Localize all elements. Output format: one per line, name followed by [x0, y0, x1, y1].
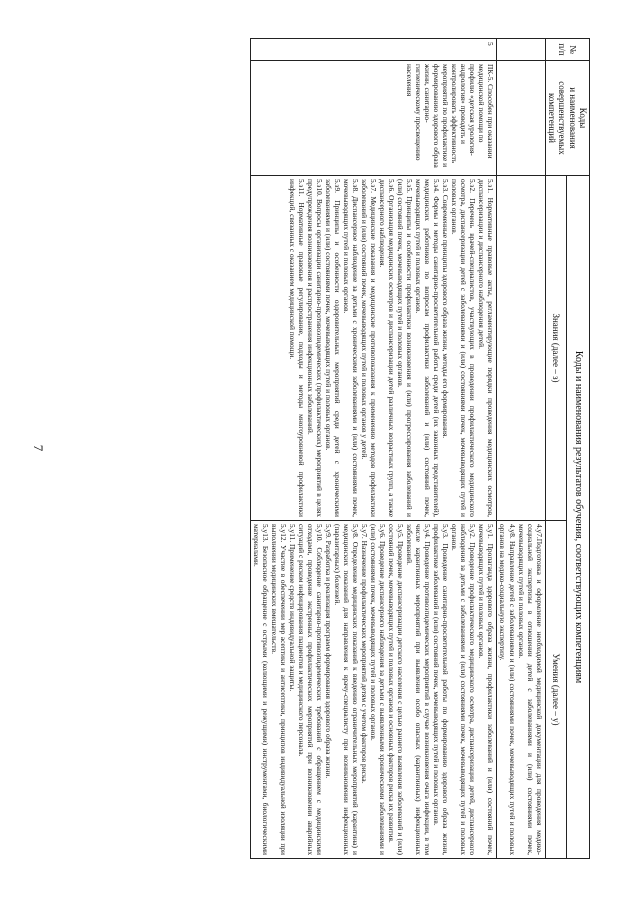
skill-item: 5.у6. Проведение диспансерного наблюдения за детьми с выявленными хроническими заболеваниями и (или) состояниями почек, мочевыводящих путей и половых органов.	[369, 524, 388, 856]
prev-knowledge-cell	[497, 176, 545, 521]
header-skills: Умения (далее – у)	[545, 521, 566, 859]
skill-item: 5.у8. Определение медицинских показаний к введению ограничительных мероприятий (карантина) и медицинских показаний для направления к врачу-специалисту при возникновении инфекционных (паразитарных) болезней.	[332, 524, 360, 856]
competency-code-cell: ПК-5. Способен при оказании медицинской помощи по профилю «детская урология-андрология» проводить и контролировать эффективность мероприятий по профилактике и формированию здорового образа жизни, санитарно-гигиеническому просвещению населения	[250, 61, 497, 176]
header-row-1	[566, 39, 589, 859]
skill-item: 5.у5. Проведение диспансеризации детского населения с целью раннего выявления заболеваний и (или) состояний почек, мочевыводящих путей и половых органов и основных факторов риска их развития.	[387, 524, 406, 856]
knowledge-item: 5.з1. Нормативные правовые акты, регламентирующие порядки проведения медицинских осмотров, диспансеризации и диспансерного наблюдения детей.	[477, 179, 496, 517]
knowledge-item: 5.з10. Вопросы организации санитарно-противоэпидемических (профилактических) мероприятий в целях предупреждения возникновения и распространения инфекционных заболеваний.	[305, 179, 324, 517]
header-group: Коды и наименования результатов обучения, соответствующих компетенциям	[566, 176, 589, 859]
page-number: 7	[31, 444, 46, 452]
skill-item: 5.у10. Соблюдение санитарно-противоэпидемических требований с обращением с медицинскими отходами, проведение экстренных профилактических мероприятий при возникновении аварийных ситуаций с риском инфицирования пациентов и медицинского персонала.	[296, 524, 324, 856]
skill-item: 5.у1. Пропаганда здорового образа жизни, профилактики заболеваний и (или) состояний почек, мочевыводящих путей и половых органов.	[477, 524, 496, 856]
rotated-page-content	[60, 38, 590, 858]
knowledge-item: 5.з11. Нормативные правовые регулирование, подходы и методы многоуровневой профилактики инфекций, связанных с оказанием медицинской помощи.	[287, 179, 306, 517]
skill-item: 5.у12. Участие в обеспечении мер асептики и антисептики, принципов индивидуальной изоляции при выполнении медицинских вмешательств.	[269, 524, 288, 856]
knowledge-item: 5.з5. Принципы и особенности профилактики возникновения и (или) прогрессирования заболеваний и (или) состояний почек, мочевыводящих путей и половых органов.	[396, 179, 415, 517]
table-row-continued	[497, 39, 545, 859]
skill-item: 5.у7. Назначение профилактических мероприятий детям с учетом факторов риска.	[360, 524, 370, 784]
skill-item: 5.у3. Проведение санитарно-просветительной работы по формированию здорового образа жизни, профилактике заболеваний и (или) состояний почек, мочевыводящих путей и половых органов.	[432, 524, 451, 856]
knowledge-cell	[250, 176, 497, 521]
knowledge-item: 5.з2. Перечень врачей-специалистов, участвующих в проведении профилактического медицинского осмотра, диспансеризации детей с заболеваниями и (или) состояниями почек, мочевыводящих путей и половых органов.	[450, 179, 478, 517]
row-num-cell: 5	[250, 39, 497, 61]
prev-num-cell	[497, 39, 545, 61]
skill-item: 4.у8. Направление детей с заболеваниями и (или) состояниями почек, мочевыводящих путей и половых органов на медико-социальную экспертизу.	[498, 524, 517, 856]
skill-item: 5.у11. Применение средств индивидуальной защиты.	[287, 524, 297, 692]
header-code: Коды и наименования совершенствуемых компетенций	[545, 61, 589, 176]
skill-item: 4.у7.Подготовка и оформление необходимой медицинской документации для проведения медико-социальной экспертизы в отношении детей с заболеваниями и (или) состояниями почек, мочевыводящих путей и половых органов.	[516, 524, 544, 856]
knowledge-item: 5.з8. Диспансерное наблюдение за детьми с хроническими заболеваниями и (или) состояниями почек, мочевыводящих путей и половых органов.	[341, 179, 360, 517]
table-row-pk5	[250, 39, 497, 859]
knowledge-item: 5.з7. Медицинские показания и медицинские противопоказания к применению методов профилактики заболеваний и (или) состояний почек, мочевыводящих путей и половых органов у детей.	[360, 179, 379, 517]
skill-item: 5.у13. Безопасное обращение с острыми (колющими и режущими) инструментами, биологическими материалами.	[251, 524, 270, 856]
knowledge-item: 5.з9. Принципы и особенности оздоровительных мероприятий среди детей с хроническими заболеваниями и (или) состояниями почек, мочевыводящих путей и половых органов.	[323, 179, 342, 517]
skill-item: 5.у2. Проведение профилактического медицинского осмотра, диспансеризации детей, диспансерного наблюдения за детьми с заболеваниями и (или) состояниями почек, мочевыводящих путей и половых органов.	[450, 524, 478, 856]
skill-item: 5.у4. Проведение противоэпидемических мероприятий в случае возникновения очага инфекции, в том числе карантинных мероприятий при выявлении особо опасных (карантинных) инфекционных заболеваний.	[405, 524, 433, 856]
prev-skills-cell	[497, 521, 545, 859]
prev-code-cell	[497, 61, 545, 176]
skill-item: 5.у9. Разработка и реализация программ формирования здорового образа жизни.	[323, 524, 333, 779]
header-knowledge: Знания (далее – з)	[545, 176, 566, 521]
competency-table	[250, 38, 590, 859]
header-num: № п/п	[545, 39, 589, 61]
knowledge-item: 5.з3. Современные принципы здорового образа жизни, методы его формирования.	[441, 179, 451, 439]
knowledge-item: 5.з6. Организация медицинских осмотров и диспансеризации детей различных возрастных групп, а также диспансерного наблюдения.	[378, 179, 397, 517]
skills-cell	[250, 521, 497, 859]
knowledge-item: 5.з4. Формы и методы санитарно-просветительной работы среди детей (их законных представителей), медицинских работников по вопросам профилактики заболеваний и (или) состояний почек, мочевыводящих путей и половых органов.	[414, 179, 442, 517]
